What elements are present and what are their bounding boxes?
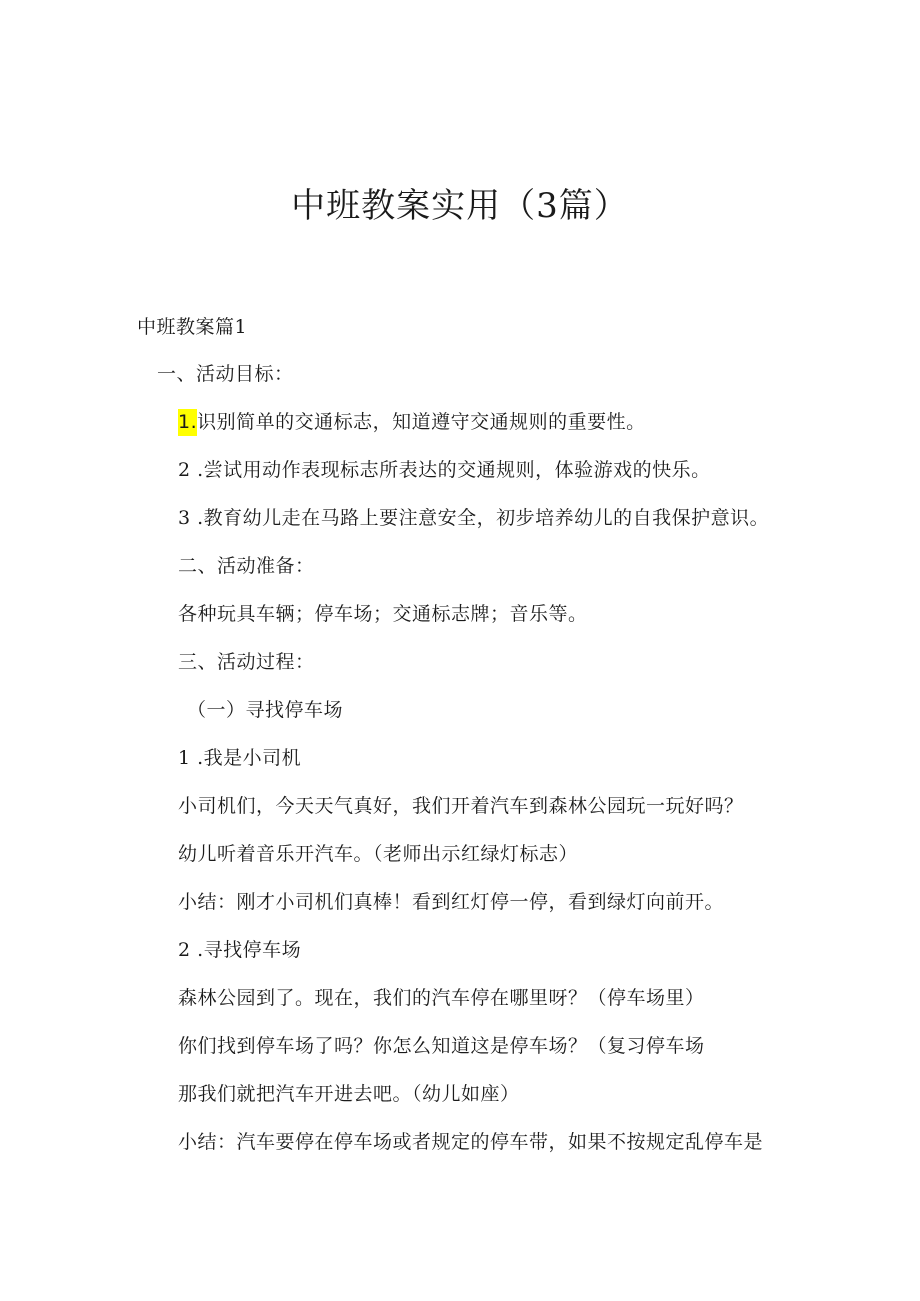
summary-2: 小结：汽车要停在停车场或者规定的停车带，如果不按规定乱停车是	[178, 1131, 764, 1153]
paragraph-4: 你们找到停车场了吗？你怎么知道这是停车场？（复习停车场	[178, 1035, 705, 1057]
section-heading: 中班教案篇1	[137, 316, 248, 338]
paragraph-5: 那我们就把汽车开进去吧。（幼儿如座）	[178, 1083, 520, 1105]
highlighted-number: 1.	[178, 409, 197, 436]
step-1-title: 1 .我是小司机	[178, 747, 302, 769]
paragraph-1: 小司机们，今天天气真好，我们开着汽车到森林公园玩一玩好吗？	[178, 795, 744, 817]
objective-3: 3 .教育幼儿走在马路上要注意安全，初步培养幼儿的自我保护意识。	[178, 507, 770, 529]
document-title: 中班教案实用（3篇）	[291, 185, 629, 226]
heading-process: 三、活动过程：	[178, 651, 315, 673]
objective-1	[178, 409, 646, 435]
heading-objectives: 一、活动目标：	[157, 363, 294, 385]
summary-1: 小结：刚才小司机们真棒！看到红灯停一停，看到绿灯向前开。	[178, 891, 725, 913]
preparation-text: 各种玩具车辆；停车场；交通标志牌；音乐等。	[178, 603, 588, 625]
heading-preparation: 二、活动准备：	[178, 555, 315, 577]
step-2-title: 2 .寻找停车场	[178, 939, 302, 961]
paragraph-3: 森林公园到了。现在，我们的汽车停在哪里呀？（停车场里）	[178, 987, 705, 1009]
objective-2: 2 .尝试用动作表现标志所表达的交通规则，体验游戏的快乐。	[178, 459, 711, 481]
paragraph-2: 幼儿听着音乐开汽车。（老师出示红绿灯标志）	[178, 843, 579, 865]
objective-1-text: 识别简单的交通标志，知道遵守交通规则的重要性。	[197, 411, 646, 433]
subheading-find-parking: （一）寻找停车场	[187, 699, 344, 721]
